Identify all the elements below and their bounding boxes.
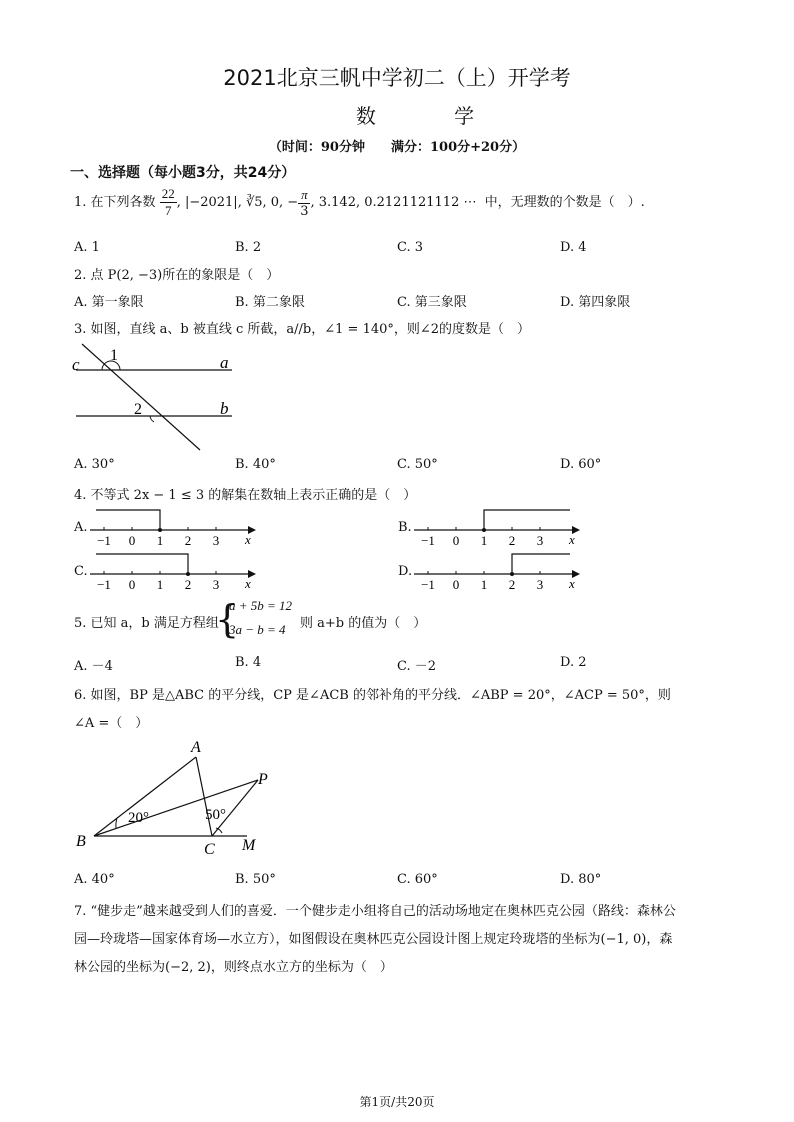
label-angle-1: 1 [110,347,118,364]
angle-2-arc [150,416,154,422]
label-C: C [204,841,215,858]
q1-prefix: 1. 在下列各数 [74,195,156,210]
label-angle-2: 2 [134,401,142,418]
solution-ray [96,510,160,530]
q4-option-b[interactable]: B. [398,520,412,535]
segment-BP [94,780,258,836]
q4-number-line-b [412,506,587,550]
q6-triangle-figure [72,736,272,860]
section-heading: 一、选择题（每小题3分，共24分） [70,165,296,181]
q1-frac1-den: 7 [164,203,172,218]
q1-fraction-pi-3 [298,187,310,219]
q1-option-a[interactable]: A. 1 [74,240,100,255]
q4-number-line-c [88,550,263,594]
q1-frac2-den: 3 [300,203,309,219]
label-angle-50: 50° [205,807,226,823]
q1-option-c[interactable]: C. 3 [397,240,424,255]
label-angle-20: 20° [128,810,149,826]
q3-option-d[interactable]: D. 60° [560,457,602,472]
q4-number-line-a [88,506,263,550]
axis-variable-label: x [569,532,575,547]
axis-tick-label: 3 [212,577,220,592]
axis-tick-label: 1 [480,533,488,548]
label-b: b [220,399,229,418]
axis-tick-label: 1 [156,533,164,548]
question-5-prefix: 5. 已知 a，b 满足方程组 [74,616,219,631]
label-B: B [76,833,86,850]
question-4: 4. 不等式 2x − 1 ≤ 3 的解集在数轴上表示正确的是（ ） [74,488,417,503]
q3-option-b[interactable]: B. 40° [235,457,276,472]
question-6-line-2: ∠A =（ ） [74,716,149,731]
axis-tick-label: 0 [452,577,460,592]
question-1 [74,186,645,219]
q2-option-c[interactable]: C. 第三象限 [397,295,467,310]
question-3: 3. 如图，直线 a、b 被直线 c 所截，a//b，∠1 = 140°，则∠2的度数是（ ） [74,322,531,337]
q6-option-a[interactable]: A. 40° [74,872,115,887]
q1-option-d[interactable]: D. 4 [560,240,587,255]
label-P: P [258,771,268,788]
q6-option-d[interactable]: D. 80° [560,872,602,887]
axis-variable-label: x [245,532,251,547]
q5-option-c[interactable]: C. －2 [397,659,437,674]
solution-ray [484,510,570,530]
label-M: M [242,837,256,854]
axis-tick-label: −1 [97,533,111,548]
subject-title: 数 学 [355,104,511,128]
axis-tick-label: 0 [452,533,460,548]
exam-title: 2021北京三帆中学初二（上）开学考 [223,66,571,90]
axis-tick-label: 3 [536,533,544,548]
q1-fraction-22-7 [160,186,177,219]
axis-tick-label: 2 [184,577,192,592]
q5-equation-2: 3a − b = 4 [229,622,286,637]
q2-option-a[interactable]: A. 第一象限 [74,295,144,310]
q5-option-a[interactable]: A. －4 [74,659,113,674]
question-2: 2. 点 P(2, −3)所在的象限是（ ） [74,268,280,283]
q2-option-b[interactable]: B. 第二象限 [235,295,305,310]
q1-frac2-num: π [298,187,310,204]
axis-variable-label: x [569,576,575,591]
axis-tick-label: −1 [97,577,111,592]
question-7-line-2: 园—玲珑塔—国家体育场—水立方），如图假设在奥林匹克公园设计图上规定玲珑塔的坐标为(−1, 0)，森 [74,932,673,947]
q5-system-brace: { [215,597,240,641]
q5-equation-1: a + 5b = 12 [229,598,293,613]
axis-tick-label: 0 [128,533,136,548]
q3-option-c[interactable]: C. 50° [397,457,438,472]
q4-number-line-d [412,550,587,594]
q6-option-b[interactable]: B. 50° [235,872,276,887]
q2-option-d[interactable]: D. 第四象限 [560,295,631,310]
axis-tick-label: 0 [128,577,136,592]
page-footer: 第1页/共20页 [359,1095,435,1109]
q3-option-a[interactable]: A. 30° [74,457,115,472]
q4-option-d[interactable]: D. [398,564,413,579]
question-7-line-1: 7. “健步走”越来越受到人们的喜爱．一个健步走小组将自己的活动场地定在奥林匹克公园（路线：森林公 [74,904,676,919]
axis-variable-label: x [245,576,251,591]
axis-tick-label: 3 [536,577,544,592]
q1-frac1-num: 22 [161,186,175,201]
q5-option-d[interactable]: D. 2 [560,655,587,670]
axis-tick-label: 2 [184,533,192,548]
label-c: c [72,355,80,374]
q1-numbers-2: , 3.142, 0.2121121112 ⋯ [310,195,477,210]
axis-tick-label: 1 [156,577,164,592]
axis-tick-label: −1 [421,533,435,548]
line-c [82,344,200,450]
axis-tick-label: 3 [212,533,220,548]
time-info: （时间：90分钟 满分：100分+20分） [268,140,526,155]
solution-ray [512,554,570,574]
axis-tick-label: 2 [508,577,516,592]
q4-option-a[interactable]: A. [74,520,88,535]
q3-parallel-lines-figure [70,340,250,455]
label-A: A [191,739,201,756]
q1-option-b[interactable]: B. 2 [235,240,262,255]
solution-ray [96,554,188,574]
q1-suffix: 中，无理数的个数是（ ）. [484,195,645,210]
question-6-line-1: 6. 如图，BP 是△ABC 的平分线，CP 是∠ACB 的邻补角的平分线．∠ABP = 20°，∠ACP = 50°，则 [74,688,671,703]
axis-tick-label: 1 [480,577,488,592]
q5-option-b[interactable]: B. 4 [235,655,262,670]
label-a: a [220,353,229,372]
axis-tick-label: 2 [508,533,516,548]
question-5-suffix: 则 a+b 的值为（ ） [300,616,427,631]
q4-option-c[interactable]: C. [74,564,88,579]
q6-option-c[interactable]: C. 60° [397,872,438,887]
q1-numbers-1: , |−2021|, ∛5, 0, − [176,195,299,210]
question-7-line-3: 林公园的坐标为(−2, 2)，则终点水立方的坐标为（ ） [74,960,393,975]
axis-tick-label: −1 [421,577,435,592]
